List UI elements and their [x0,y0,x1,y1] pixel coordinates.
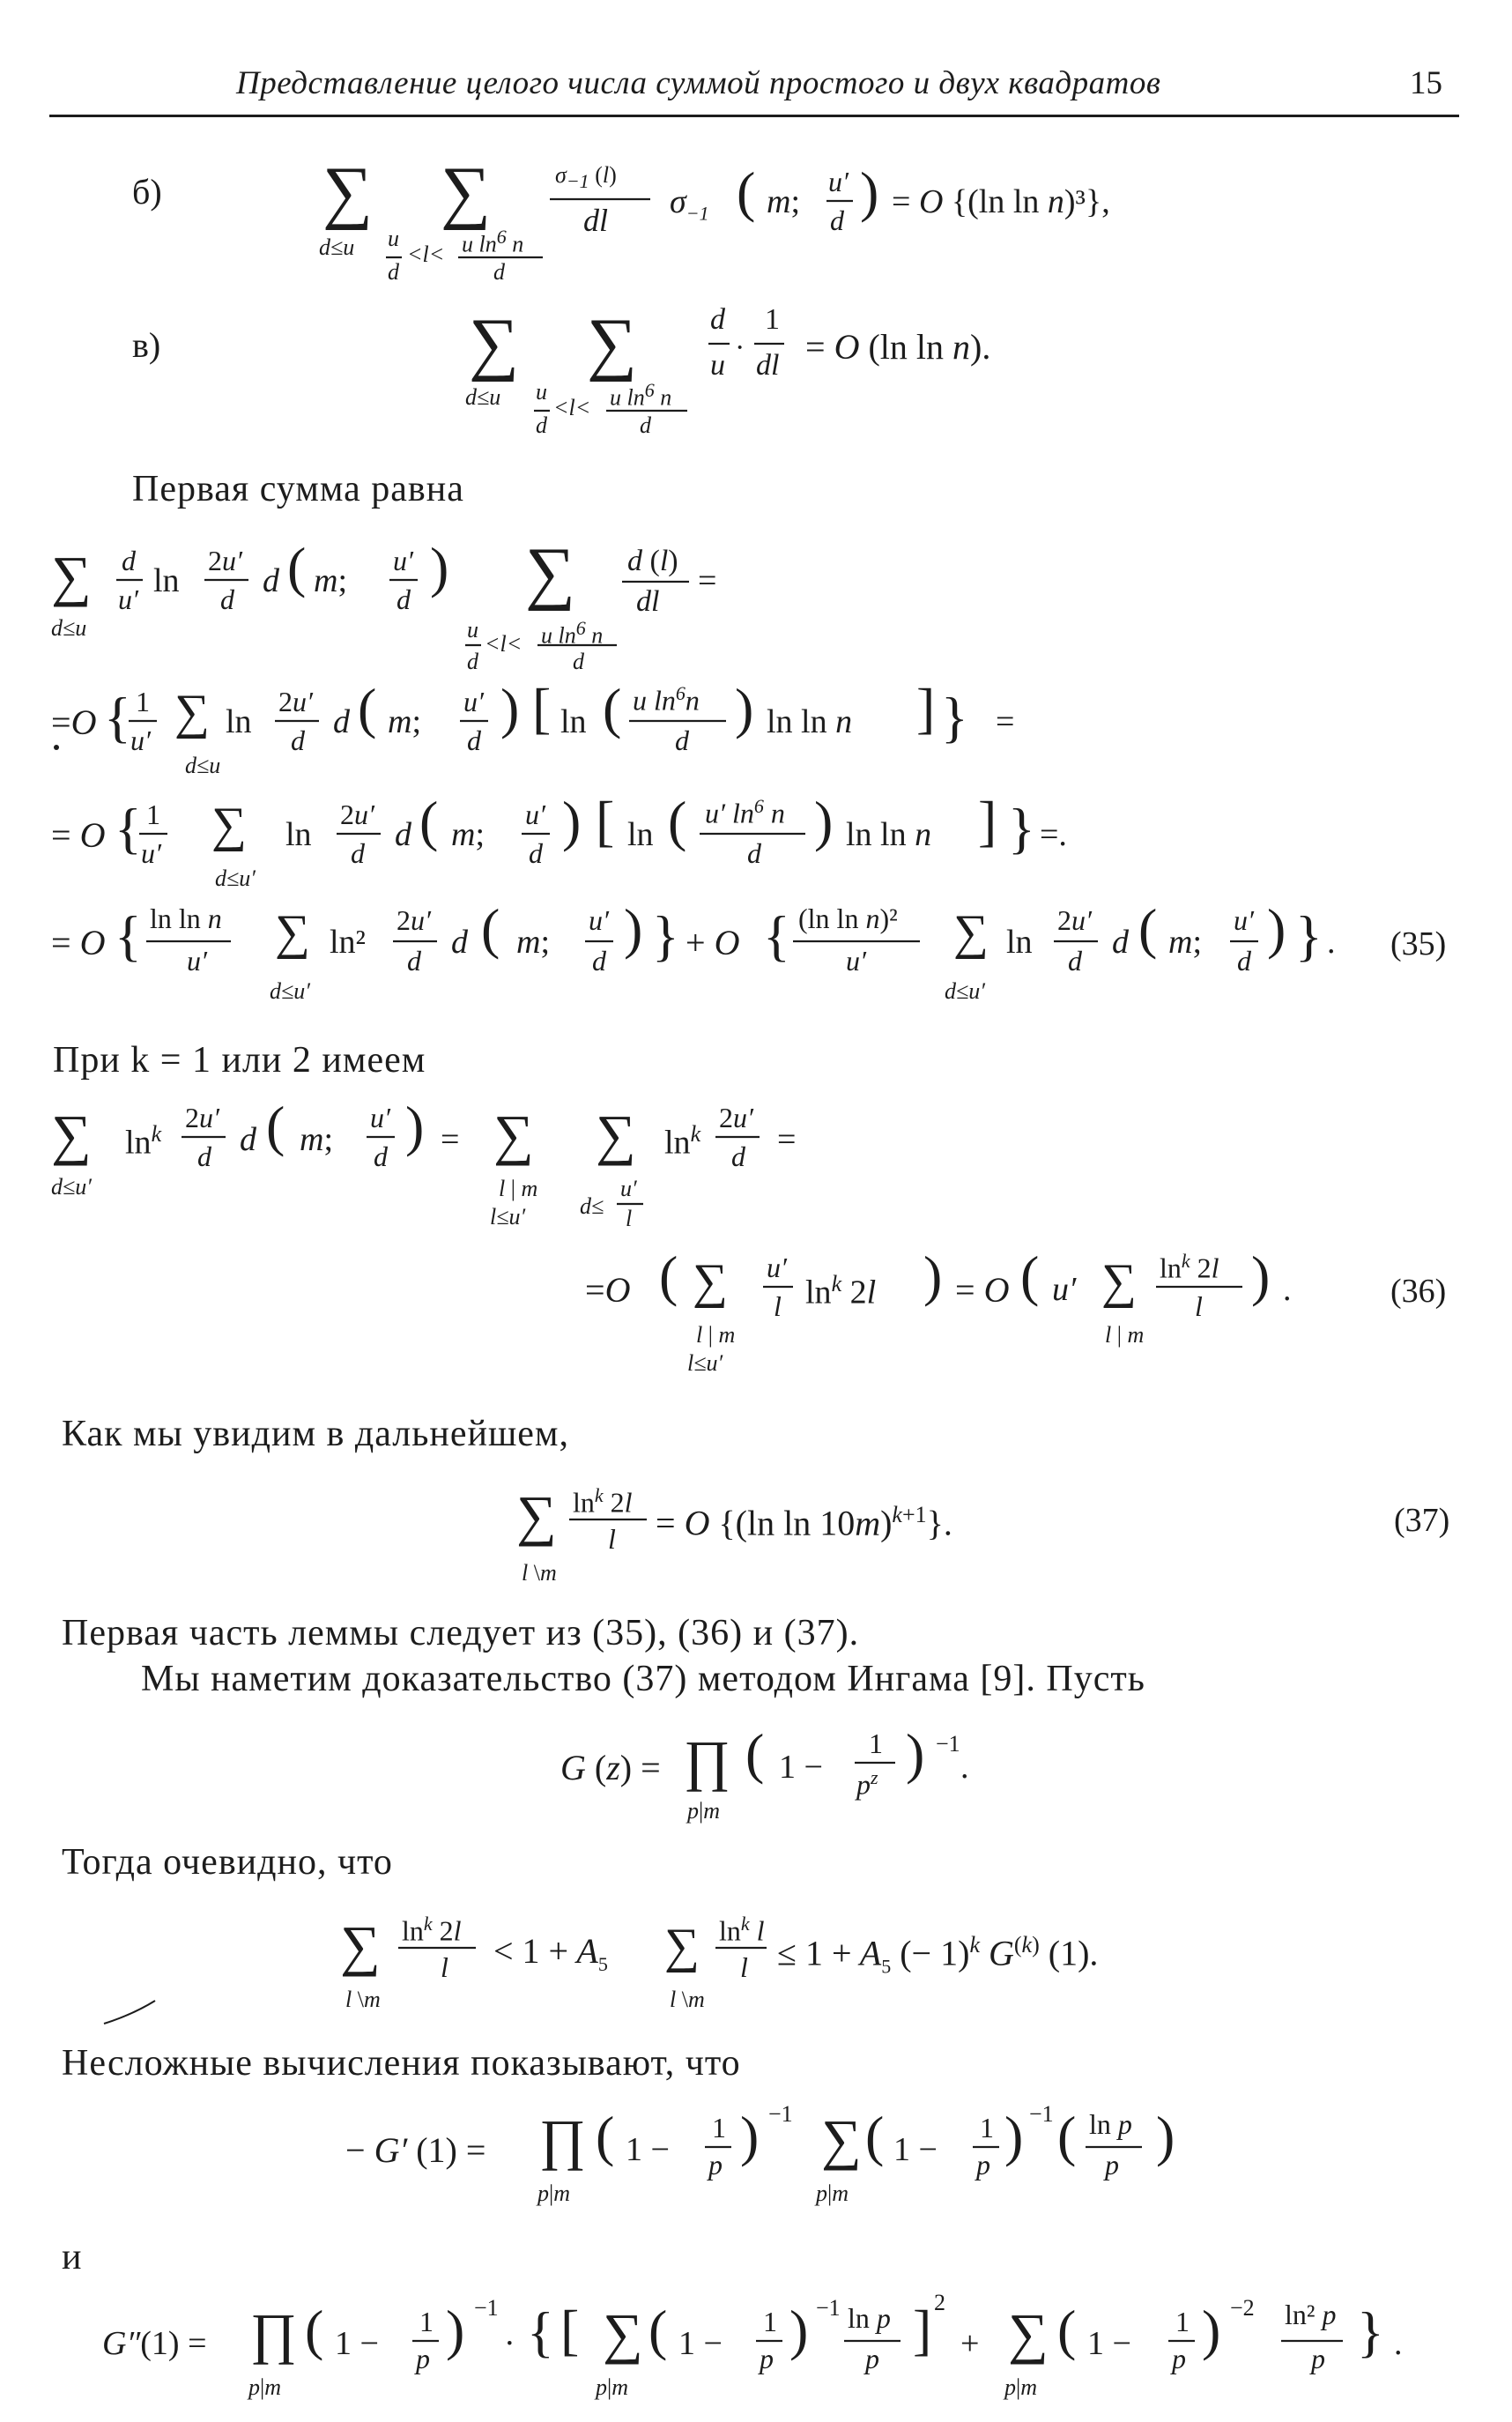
item-label-b: б) [132,172,162,212]
text-as-we-see: Как мы увидим в дальнейшем, [62,1414,570,1454]
item-label-v: в) [132,325,161,365]
page-number: 15 [1410,65,1442,101]
text-sketch: Мы наметим доказательство (37) методом Ингама [9]. Пусть [141,1659,1145,1699]
equation-number-37: (37) [1394,1502,1450,1539]
running-title: Представление целого числа суммой простого и двух квадратов [236,65,1161,101]
text-k-case: При k = 1 или 2 имеем [53,1040,426,1081]
page: Представление целого числа суммой простого и двух квадратов 15 б) в) ∑ d≤u ∑ u d <l< u $\ln^6 n$ d $\sigma_{-1}$ (l) dl $\sigma_{-1}$ ( m; u′ d ) = O {(ln ln n)³}, ∑ d≤u ∑ u d <l< u $\ln^6 n$ d d u · 1 dl = O (ln ln n). Первая сумма равна ∑ d≤u d u′ ln 2u′ d d ( m; u′ d ) ∑ u d <l< u $\ln^6 n$ d d (l) dl = =O { 1 u′ ∑ d≤u ln 2u′ d d ( m; u′ d ) [ ln ( u $\ln^6n$ d ) ln ln n ] } = = O { 1 u′ ∑ d≤u′ ln 2u′ d d ( m; u′ d ) [ ln ( u′ $\ln^6 n$ d ) ln ln n ] } =. = O { ln ln n u′ ∑ d≤u′ ln² 2u′ d d ( m; u′ d ) } + O { (ln ln n)² u′ ∑ d≤u′ ln 2u′ d d ( m; u′ d ) } . (35) При k = 1 или 2 имеем ∑ d≤u′ $\ln^k$ 2u′ d d ( m; u′ d ) = ∑ l | m l≤u′ ∑ d≤ u′ l $\ln^k$ 2u′ d = =O ( ∑ l | m l≤u′ u′ l $\ln^k 2l$ ) = O ( u′ ∑ l | m $\ln^k 2l$ l ) . (36) Как мы увидим в дальнейшем, ∑ l \m $\ln^k 2l$ l = O {(ln ln 10m)$^{k+1}$}. (37) Первая часть леммы следует из (35), (36) и (37). Мы наметим доказательство (37) методом Ингама [9]. Пусть G (z) = ∏ p|m ( 1 − 1 $p^z$ ) −1 . Тогда очевидно, что ∑ l \m $\ln^k 2l$ l < $1 + A_5$ ∑ l \m $\ln^k l$ l ≤ $1 + A_5$ (− 1)$^k$ $G^{(k)}$ (1). Несложные вычисления показывают, что − G′ (1) = ∏ p|m ( 1 − 1 p ) −1 ∑ p|m ( 1 − 1 p ) −1 ( ln p p ) и G″(1) = ∏ p|m ( 1 − 1 p ) −1 · { [ ∑ p|m ( 1 − 1 p ) −1 ln p p ] 2 + ∑ p|m ( 1 − 1 p ) −2 ln² p p } . [0,0,1512,2422]
text-first-part: Первая часть леммы следует из (35), (36) и (37). [62,1613,860,1653]
text-first-sum: Первая сумма равна [132,469,464,509]
equation-number-35: (35) [1390,925,1447,962]
text-calculations: Несложные вычисления показывают, что [62,2043,741,2084]
text-then-obviously: Тогда очевидно, что [62,1842,393,1883]
text-and: и [62,2237,83,2277]
equation-number-36: (36) [1390,1273,1447,1310]
